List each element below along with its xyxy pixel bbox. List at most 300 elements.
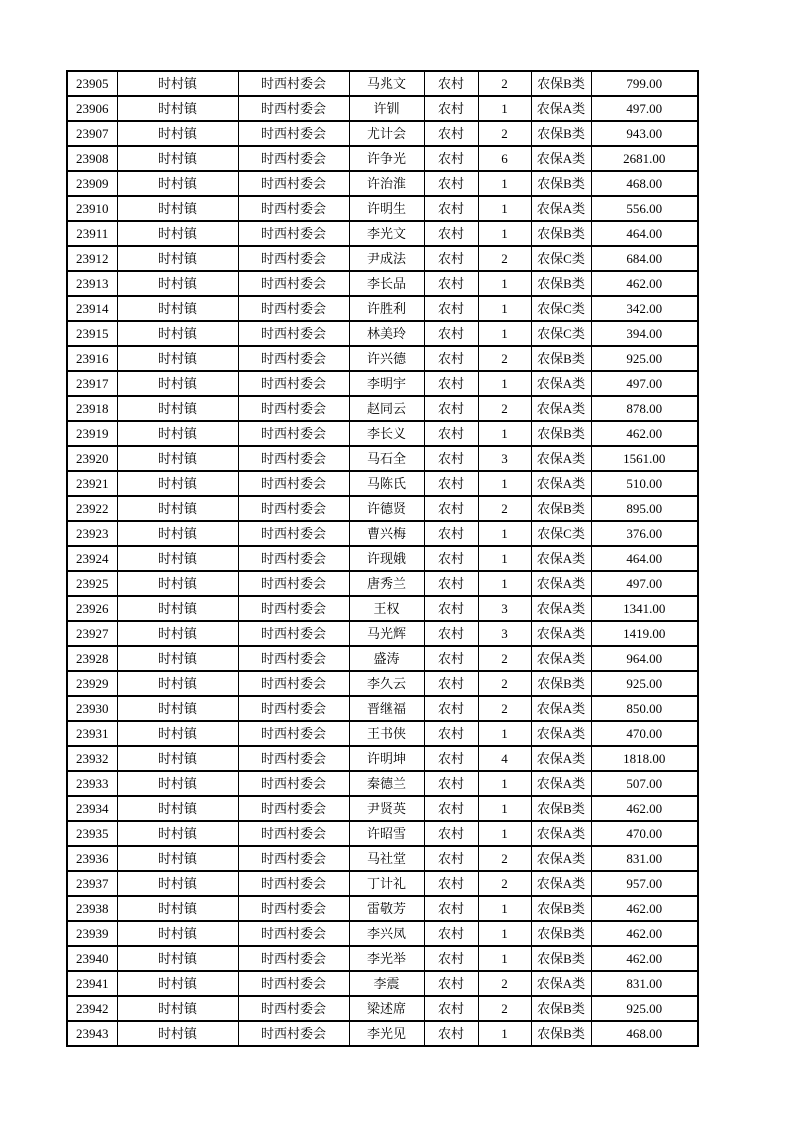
table-row	[67, 871, 698, 896]
cell-name: 许争光	[349, 146, 424, 171]
table-row	[67, 771, 698, 796]
cell-count: 1	[478, 946, 531, 971]
cell-residence: 农村	[424, 946, 478, 971]
cell-town: 时村镇	[117, 246, 238, 271]
cell-amount: 497.00	[591, 371, 698, 396]
cell-name: 马光辉	[349, 621, 424, 646]
cell-name: 李光举	[349, 946, 424, 971]
cell-serial: 23921	[67, 471, 117, 496]
cell-serial: 23906	[67, 96, 117, 121]
table-row	[67, 946, 698, 971]
table-row	[67, 96, 698, 121]
cell-residence: 农村	[424, 521, 478, 546]
cell-town: 时村镇	[117, 346, 238, 371]
cell-town: 时村镇	[117, 71, 238, 96]
cell-town: 时村镇	[117, 1021, 238, 1046]
cell-village: 时西村委会	[238, 996, 349, 1021]
cell-insurance_type: 农保B类	[531, 346, 591, 371]
table-row	[67, 646, 698, 671]
cell-serial: 23918	[67, 396, 117, 421]
payment-table	[66, 70, 699, 1047]
table-row	[67, 321, 698, 346]
cell-town: 时村镇	[117, 471, 238, 496]
cell-village: 时西村委会	[238, 421, 349, 446]
cell-amount: 497.00	[591, 96, 698, 121]
table-row	[67, 71, 698, 96]
cell-name: 晋继福	[349, 696, 424, 721]
table-row	[67, 1021, 698, 1046]
cell-amount: 1818.00	[591, 746, 698, 771]
cell-serial: 23909	[67, 171, 117, 196]
cell-residence: 农村	[424, 721, 478, 746]
cell-count: 1	[478, 321, 531, 346]
cell-name: 尹成法	[349, 246, 424, 271]
cell-serial: 23913	[67, 271, 117, 296]
cell-serial: 23919	[67, 421, 117, 446]
cell-serial: 23942	[67, 996, 117, 1021]
cell-village: 时西村委会	[238, 71, 349, 96]
cell-residence: 农村	[424, 71, 478, 96]
cell-name: 李光见	[349, 1021, 424, 1046]
cell-count: 1	[478, 421, 531, 446]
cell-village: 时西村委会	[238, 221, 349, 246]
cell-residence: 农村	[424, 196, 478, 221]
table-row	[67, 671, 698, 696]
cell-residence: 农村	[424, 846, 478, 871]
cell-amount: 878.00	[591, 396, 698, 421]
cell-amount: 1419.00	[591, 621, 698, 646]
table-row	[67, 746, 698, 771]
cell-serial: 23923	[67, 521, 117, 546]
cell-town: 时村镇	[117, 671, 238, 696]
cell-village: 时西村委会	[238, 446, 349, 471]
cell-serial: 23914	[67, 296, 117, 321]
table-row	[67, 446, 698, 471]
cell-count: 1	[478, 921, 531, 946]
cell-name: 许昭雪	[349, 821, 424, 846]
cell-name: 李震	[349, 971, 424, 996]
cell-insurance_type: 农保A类	[531, 721, 591, 746]
cell-town: 时村镇	[117, 121, 238, 146]
cell-residence: 农村	[424, 696, 478, 721]
cell-village: 时西村委会	[238, 896, 349, 921]
cell-count: 1	[478, 821, 531, 846]
cell-count: 2	[478, 846, 531, 871]
cell-serial: 23905	[67, 71, 117, 96]
cell-insurance_type: 农保A类	[531, 746, 591, 771]
cell-name: 许钏	[349, 96, 424, 121]
cell-name: 马石全	[349, 446, 424, 471]
cell-residence: 农村	[424, 621, 478, 646]
cell-amount: 957.00	[591, 871, 698, 896]
cell-amount: 831.00	[591, 971, 698, 996]
cell-residence: 农村	[424, 121, 478, 146]
cell-village: 时西村委会	[238, 121, 349, 146]
cell-residence: 农村	[424, 496, 478, 521]
cell-serial: 23939	[67, 921, 117, 946]
cell-village: 时西村委会	[238, 171, 349, 196]
cell-amount: 470.00	[591, 721, 698, 746]
cell-count: 2	[478, 646, 531, 671]
cell-amount: 468.00	[591, 1021, 698, 1046]
cell-village: 时西村委会	[238, 1021, 349, 1046]
cell-town: 时村镇	[117, 921, 238, 946]
cell-count: 2	[478, 246, 531, 271]
cell-insurance_type: 农保C类	[531, 321, 591, 346]
cell-village: 时西村委会	[238, 946, 349, 971]
cell-amount: 510.00	[591, 471, 698, 496]
cell-name: 许胜利	[349, 296, 424, 321]
cell-serial: 23926	[67, 596, 117, 621]
cell-amount: 468.00	[591, 171, 698, 196]
cell-town: 时村镇	[117, 996, 238, 1021]
cell-town: 时村镇	[117, 846, 238, 871]
table-row	[67, 821, 698, 846]
cell-count: 1	[478, 796, 531, 821]
cell-serial: 23907	[67, 121, 117, 146]
payment-table-body	[67, 71, 698, 1046]
cell-name: 马陈氏	[349, 471, 424, 496]
cell-insurance_type: 农保A类	[531, 871, 591, 896]
cell-residence: 农村	[424, 96, 478, 121]
table-row	[67, 421, 698, 446]
cell-town: 时村镇	[117, 146, 238, 171]
cell-count: 2	[478, 996, 531, 1021]
table-row	[67, 221, 698, 246]
cell-residence: 农村	[424, 1021, 478, 1046]
cell-name: 李长义	[349, 421, 424, 446]
cell-insurance_type: 农保B类	[531, 171, 591, 196]
cell-village: 时西村委会	[238, 396, 349, 421]
table-row	[67, 121, 698, 146]
cell-amount: 376.00	[591, 521, 698, 546]
cell-insurance_type: 农保C类	[531, 296, 591, 321]
cell-name: 许德贤	[349, 496, 424, 521]
cell-village: 时西村委会	[238, 621, 349, 646]
cell-town: 时村镇	[117, 321, 238, 346]
cell-village: 时西村委会	[238, 546, 349, 571]
cell-insurance_type: 农保B类	[531, 71, 591, 96]
cell-town: 时村镇	[117, 546, 238, 571]
table-row	[67, 921, 698, 946]
cell-count: 2	[478, 871, 531, 896]
cell-residence: 农村	[424, 296, 478, 321]
cell-town: 时村镇	[117, 621, 238, 646]
cell-village: 时西村委会	[238, 96, 349, 121]
cell-town: 时村镇	[117, 646, 238, 671]
cell-village: 时西村委会	[238, 146, 349, 171]
cell-count: 3	[478, 596, 531, 621]
cell-amount: 470.00	[591, 821, 698, 846]
cell-town: 时村镇	[117, 521, 238, 546]
cell-serial: 23911	[67, 221, 117, 246]
table-row	[67, 546, 698, 571]
cell-name: 李光文	[349, 221, 424, 246]
cell-town: 时村镇	[117, 446, 238, 471]
cell-name: 李明宇	[349, 371, 424, 396]
cell-amount: 925.00	[591, 346, 698, 371]
cell-serial: 23928	[67, 646, 117, 671]
cell-residence: 农村	[424, 771, 478, 796]
cell-residence: 农村	[424, 146, 478, 171]
cell-insurance_type: 农保B类	[531, 796, 591, 821]
cell-town: 时村镇	[117, 171, 238, 196]
cell-name: 梁述席	[349, 996, 424, 1021]
cell-residence: 农村	[424, 921, 478, 946]
table-row	[67, 971, 698, 996]
cell-insurance_type: 农保A类	[531, 771, 591, 796]
cell-insurance_type: 农保B类	[531, 671, 591, 696]
cell-serial: 23940	[67, 946, 117, 971]
cell-name: 丁计礼	[349, 871, 424, 896]
cell-village: 时西村委会	[238, 246, 349, 271]
cell-village: 时西村委会	[238, 496, 349, 521]
cell-insurance_type: 农保A类	[531, 471, 591, 496]
cell-insurance_type: 农保C类	[531, 246, 591, 271]
cell-amount: 462.00	[591, 896, 698, 921]
cell-name: 李长品	[349, 271, 424, 296]
cell-serial: 23927	[67, 621, 117, 646]
table-row	[67, 471, 698, 496]
cell-name: 王权	[349, 596, 424, 621]
cell-town: 时村镇	[117, 746, 238, 771]
cell-residence: 农村	[424, 596, 478, 621]
cell-village: 时西村委会	[238, 596, 349, 621]
cell-village: 时西村委会	[238, 346, 349, 371]
cell-village: 时西村委会	[238, 871, 349, 896]
cell-village: 时西村委会	[238, 296, 349, 321]
cell-village: 时西村委会	[238, 371, 349, 396]
cell-name: 唐秀兰	[349, 571, 424, 596]
cell-insurance_type: 农保B类	[531, 421, 591, 446]
cell-name: 马社堂	[349, 846, 424, 871]
cell-name: 李兴凤	[349, 921, 424, 946]
cell-village: 时西村委会	[238, 521, 349, 546]
cell-amount: 684.00	[591, 246, 698, 271]
cell-amount: 464.00	[591, 546, 698, 571]
table-row	[67, 371, 698, 396]
cell-insurance_type: 农保A类	[531, 971, 591, 996]
cell-name: 许兴德	[349, 346, 424, 371]
table-row	[67, 296, 698, 321]
cell-insurance_type: 农保B类	[531, 896, 591, 921]
cell-amount: 799.00	[591, 71, 698, 96]
cell-insurance_type: 农保A类	[531, 621, 591, 646]
cell-count: 2	[478, 396, 531, 421]
cell-serial: 23916	[67, 346, 117, 371]
cell-count: 2	[478, 346, 531, 371]
cell-village: 时西村委会	[238, 671, 349, 696]
cell-insurance_type: 农保A类	[531, 546, 591, 571]
cell-name: 曹兴梅	[349, 521, 424, 546]
cell-serial: 23922	[67, 496, 117, 521]
cell-amount: 462.00	[591, 946, 698, 971]
cell-insurance_type: 农保A类	[531, 821, 591, 846]
cell-insurance_type: 农保B类	[531, 921, 591, 946]
cell-residence: 农村	[424, 246, 478, 271]
table-row	[67, 346, 698, 371]
cell-name: 秦德兰	[349, 771, 424, 796]
cell-insurance_type: 农保A类	[531, 696, 591, 721]
cell-count: 1	[478, 196, 531, 221]
cell-count: 1	[478, 371, 531, 396]
cell-residence: 农村	[424, 221, 478, 246]
cell-serial: 23929	[67, 671, 117, 696]
cell-amount: 462.00	[591, 421, 698, 446]
cell-village: 时西村委会	[238, 321, 349, 346]
cell-serial: 23910	[67, 196, 117, 221]
cell-insurance_type: 农保B类	[531, 221, 591, 246]
cell-serial: 23938	[67, 896, 117, 921]
cell-amount: 1341.00	[591, 596, 698, 621]
cell-count: 2	[478, 971, 531, 996]
cell-serial: 23908	[67, 146, 117, 171]
cell-serial: 23934	[67, 796, 117, 821]
cell-town: 时村镇	[117, 796, 238, 821]
cell-insurance_type: 农保A类	[531, 846, 591, 871]
cell-count: 1	[478, 721, 531, 746]
cell-town: 时村镇	[117, 221, 238, 246]
cell-residence: 农村	[424, 796, 478, 821]
cell-residence: 农村	[424, 371, 478, 396]
cell-town: 时村镇	[117, 396, 238, 421]
cell-serial: 23937	[67, 871, 117, 896]
cell-village: 时西村委会	[238, 921, 349, 946]
cell-name: 盛涛	[349, 646, 424, 671]
cell-village: 时西村委会	[238, 721, 349, 746]
cell-name: 许明生	[349, 196, 424, 221]
cell-amount: 342.00	[591, 296, 698, 321]
cell-count: 1	[478, 546, 531, 571]
cell-count: 3	[478, 446, 531, 471]
cell-residence: 农村	[424, 746, 478, 771]
cell-town: 时村镇	[117, 296, 238, 321]
table-row	[67, 171, 698, 196]
table-row	[67, 696, 698, 721]
cell-insurance_type: 农保A类	[531, 146, 591, 171]
cell-amount: 964.00	[591, 646, 698, 671]
cell-village: 时西村委会	[238, 746, 349, 771]
cell-residence: 农村	[424, 396, 478, 421]
cell-village: 时西村委会	[238, 821, 349, 846]
cell-town: 时村镇	[117, 721, 238, 746]
cell-insurance_type: 农保C类	[531, 521, 591, 546]
cell-residence: 农村	[424, 871, 478, 896]
cell-residence: 农村	[424, 546, 478, 571]
cell-insurance_type: 农保B类	[531, 996, 591, 1021]
cell-residence: 农村	[424, 346, 478, 371]
cell-insurance_type: 农保B类	[531, 271, 591, 296]
cell-residence: 农村	[424, 171, 478, 196]
cell-insurance_type: 农保A类	[531, 646, 591, 671]
cell-residence: 农村	[424, 671, 478, 696]
cell-town: 时村镇	[117, 571, 238, 596]
cell-name: 林美玲	[349, 321, 424, 346]
cell-count: 2	[478, 696, 531, 721]
cell-count: 1	[478, 96, 531, 121]
cell-village: 时西村委会	[238, 471, 349, 496]
cell-serial: 23931	[67, 721, 117, 746]
cell-village: 时西村委会	[238, 571, 349, 596]
cell-name: 李久云	[349, 671, 424, 696]
cell-residence: 农村	[424, 471, 478, 496]
cell-insurance_type: 农保B类	[531, 121, 591, 146]
cell-serial: 23932	[67, 746, 117, 771]
table-row	[67, 196, 698, 221]
cell-town: 时村镇	[117, 946, 238, 971]
cell-count: 4	[478, 746, 531, 771]
cell-village: 时西村委会	[238, 646, 349, 671]
cell-town: 时村镇	[117, 771, 238, 796]
cell-town: 时村镇	[117, 421, 238, 446]
cell-serial: 23920	[67, 446, 117, 471]
cell-residence: 农村	[424, 421, 478, 446]
cell-count: 1	[478, 271, 531, 296]
table-row	[67, 721, 698, 746]
cell-name: 尤计会	[349, 121, 424, 146]
cell-amount: 1561.00	[591, 446, 698, 471]
cell-amount: 462.00	[591, 921, 698, 946]
table-row	[67, 396, 698, 421]
cell-town: 时村镇	[117, 196, 238, 221]
cell-count: 1	[478, 221, 531, 246]
cell-insurance_type: 农保A类	[531, 571, 591, 596]
cell-count: 2	[478, 71, 531, 96]
cell-village: 时西村委会	[238, 796, 349, 821]
cell-residence: 农村	[424, 996, 478, 1021]
cell-insurance_type: 农保A类	[531, 596, 591, 621]
cell-count: 1	[478, 296, 531, 321]
cell-amount: 462.00	[591, 796, 698, 821]
cell-insurance_type: 农保A类	[531, 196, 591, 221]
cell-amount: 394.00	[591, 321, 698, 346]
cell-insurance_type: 农保B类	[531, 1021, 591, 1046]
table-row	[67, 796, 698, 821]
cell-count: 2	[478, 121, 531, 146]
table-row	[67, 596, 698, 621]
cell-residence: 农村	[424, 446, 478, 471]
cell-amount: 925.00	[591, 996, 698, 1021]
cell-town: 时村镇	[117, 96, 238, 121]
cell-name: 许明坤	[349, 746, 424, 771]
table-row	[67, 246, 698, 271]
cell-village: 时西村委会	[238, 846, 349, 871]
cell-serial: 23925	[67, 571, 117, 596]
cell-name: 雷敬芳	[349, 896, 424, 921]
cell-amount: 925.00	[591, 671, 698, 696]
cell-count: 1	[478, 896, 531, 921]
cell-residence: 农村	[424, 896, 478, 921]
cell-serial: 23915	[67, 321, 117, 346]
table-row	[67, 146, 698, 171]
cell-town: 时村镇	[117, 371, 238, 396]
cell-amount: 556.00	[591, 196, 698, 221]
cell-village: 时西村委会	[238, 696, 349, 721]
cell-insurance_type: 农保B类	[531, 496, 591, 521]
cell-residence: 农村	[424, 646, 478, 671]
cell-residence: 农村	[424, 571, 478, 596]
cell-village: 时西村委会	[238, 771, 349, 796]
cell-amount: 895.00	[591, 496, 698, 521]
cell-serial: 23930	[67, 696, 117, 721]
table-row	[67, 896, 698, 921]
cell-count: 2	[478, 671, 531, 696]
cell-name: 马兆文	[349, 71, 424, 96]
cell-serial: 23935	[67, 821, 117, 846]
cell-insurance_type: 农保A类	[531, 371, 591, 396]
table-row	[67, 521, 698, 546]
table-row	[67, 621, 698, 646]
